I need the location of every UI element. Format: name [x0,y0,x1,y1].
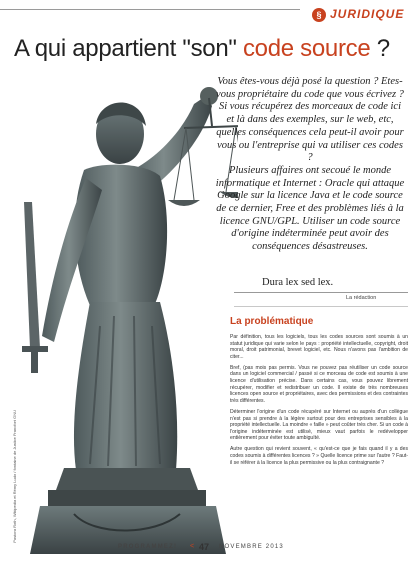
body-paragraph: Autre question qui revient souvent, « qu'est-ce que je fais quand il y a des codes soumis à différentes licences ? » Quelle licence prime sur l'autre ? Faut-il se référer à la licence la plus permissive ou la plus contraignante ? [230,446,408,466]
footer-separator: < [190,543,195,550]
photo-credit: Pastora Roth, Wikipedia et Rémy Ludo / fontaine de Justice Francfort GNU [12,410,17,543]
byline: La rédaction [346,295,377,301]
motto: Dura lex sed lex. [262,277,334,288]
title-part-2: ? [370,35,390,62]
header-rule [0,9,300,10]
title-part-1: A qui appartient "son" [14,35,243,62]
intro-paragraph-2: Plusieurs affaires ont secoué le monde informatique et Internet : Oracle qui attaque Google sur la licence Java et le code source de ce dernier, Free et des problèmes liés à la licence GNU/GPL. Utiliser un code source d'origine indéterminée peut avoir des conséquences désastreuses. [215,164,405,253]
issue-date: NOVEMBRE 2013 [219,544,284,550]
section-rule [234,306,408,307]
section-heading: La problématique [230,316,314,327]
gavel-icon: § [312,8,326,22]
body-paragraph: Déterminer l'origine d'un code récupéré sur Internet ou auprès d'un collègue n'est pas si prendre à la légère surtout pour des entreprises sensibles à la propriété intellectuelle. La moindre « faille » peut coûter très cher. Si un code à l'origine indéterminée est utilisé, mieux vaut parfois le redévelopper entièrement pour éviter toute ambiguïté. [230,408,408,442]
justice-statue-image [4,66,238,554]
article-body [230,334,408,471]
magazine-name: PROGRAMMEZ! [118,544,178,550]
intro-text [214,76,406,254]
page-footer [0,544,417,554]
section-label: JURIDIQUE [330,7,405,21]
page-title [14,34,390,64]
page-number: 47 [199,542,210,552]
title-highlight: code source [242,35,371,62]
body-paragraph: Par définition, tous les logiciels, tous les codes sources sont soumis à un statut juridique qui varie selon le pays : propriété intellectuelle, copyright, droit moral, droit patrimonial, brevet logiciel, etc. Nous n'avons pas l'ambition de citer... [230,334,408,360]
byline-rule [234,292,408,293]
intro-paragraph-1: Vous êtes-vous déjà posé la question ? Etes-vous propriétaire du code que vous écrivez ? Si vous récupérez des morceaux de code ici et là dans des exemples, sur le web, etc, quelles conséquences cela peut-il avoir pour vous ou l'entreprise qui va utiliser ces codes ? [216,76,404,164]
body-paragraph: Bref, (pas mois pas permis. Vous ne pouvez pas réutiliser un code source dans un logiciel commercial / passé si ce morceau de code est soumis à une licence d'utilisation précise. Dans certains cas, vous pouvez librement récupérer, modifier et redistribuer un code. Il existe de très nombreuses licences open source et propriétaires, avec des permissions et des contraintes très différentes. [230,364,408,404]
